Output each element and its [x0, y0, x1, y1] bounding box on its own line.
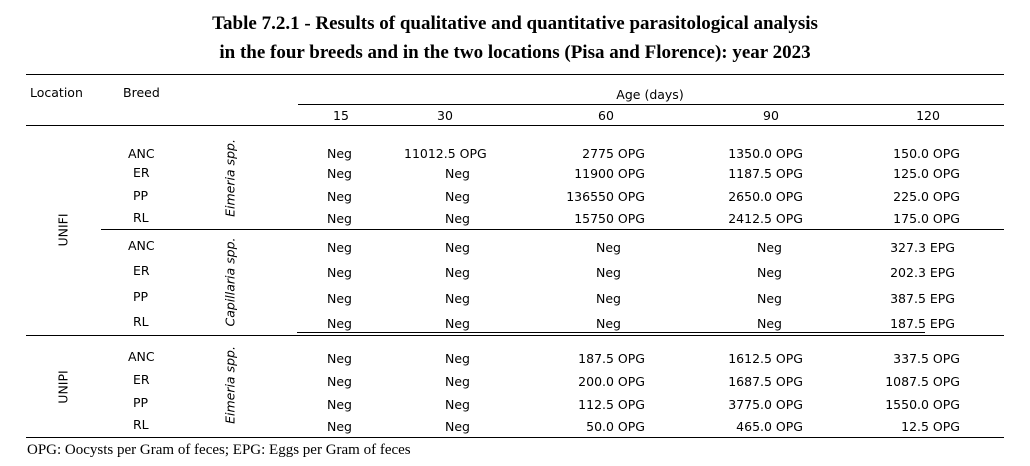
- table-cell: Neg: [327, 146, 352, 161]
- table-cell: Neg: [327, 397, 352, 412]
- table-cell: Neg: [327, 265, 352, 280]
- parasite-label-eimeria: Eimeria spp.: [222, 346, 238, 424]
- table-cell: Neg: [327, 419, 352, 434]
- table-cell: Neg: [327, 211, 352, 226]
- table-cell: 387.5 EPG: [890, 291, 955, 306]
- table-cell: Neg: [445, 374, 470, 389]
- table-cell: 15750 OPG: [574, 211, 645, 226]
- table-cell: Neg: [327, 316, 352, 331]
- table-row-breed: PP: [133, 188, 149, 203]
- parasite-label-capillaria: Capillaria spp.: [222, 237, 238, 327]
- bottom-rule: [26, 437, 1004, 438]
- table-cell: Neg: [757, 240, 782, 255]
- table-cell: 1612.5 OPG: [728, 351, 803, 366]
- table-row-breed: ER: [133, 372, 150, 387]
- table-row-breed: ANC: [128, 146, 155, 161]
- table-cell: 112.5 OPG: [578, 397, 645, 412]
- table-cell: 337.5 OPG: [893, 351, 960, 366]
- table-cell: 11900 OPG: [574, 166, 645, 181]
- table-cell: Neg: [327, 351, 352, 366]
- table-cell: 202.3 EPG: [890, 265, 955, 280]
- location-label-unipi: UNIPI: [55, 370, 71, 404]
- header-location: Location: [30, 85, 83, 100]
- table-cell: 465.0 OPG: [736, 419, 803, 434]
- table-cell: Neg: [327, 291, 352, 306]
- table-row-breed: PP: [133, 395, 149, 410]
- table-row-breed: RL: [133, 417, 149, 432]
- table-cell: 175.0 OPG: [893, 211, 960, 226]
- location-rule: [26, 335, 1004, 336]
- table-row-breed: ANC: [128, 349, 155, 364]
- table-cell: Neg: [327, 240, 352, 255]
- table-cell: 327.3 EPG: [890, 240, 955, 255]
- table-cell: 1687.5 OPG: [728, 374, 803, 389]
- table-cell: 2650.0 OPG: [728, 189, 803, 204]
- table-cell: 225.0 OPG: [893, 189, 960, 204]
- capillaria-end-rule: [297, 332, 925, 333]
- table-row-breed: PP: [133, 289, 149, 304]
- table-cell: Neg: [596, 291, 621, 306]
- age-15: 15: [333, 108, 349, 123]
- table-cell: Neg: [445, 291, 470, 306]
- table-cell: Neg: [445, 240, 470, 255]
- table-cell: Neg: [327, 374, 352, 389]
- table-cell: 12.5 OPG: [901, 419, 960, 434]
- table-footnote: OPG: Oocysts per Gram of feces; EPG: Eggs per Gram of feces: [27, 442, 411, 458]
- header-age: Age (days): [616, 87, 684, 102]
- table-cell: Neg: [445, 189, 470, 204]
- table-cell: 1187.5 OPG: [728, 166, 803, 181]
- table-cell: 11012.5 OPG: [404, 146, 487, 161]
- table-cell: Neg: [757, 291, 782, 306]
- age-90: 90: [763, 108, 779, 123]
- table-cell: Neg: [445, 211, 470, 226]
- table-cell: Neg: [596, 265, 621, 280]
- table-row-breed: ER: [133, 165, 150, 180]
- table-cell: Neg: [327, 189, 352, 204]
- age-120: 120: [916, 108, 940, 123]
- table-title-line-2: in the four breeds and in the two locations (Pisa and Florence): year 2023: [219, 42, 811, 63]
- table-cell: 136550 OPG: [566, 189, 645, 204]
- table-cell: Neg: [445, 316, 470, 331]
- table-cell: 187.5 OPG: [578, 351, 645, 366]
- parasite-label-eimeria: Eimeria spp.: [222, 139, 238, 217]
- table-cell: Neg: [327, 166, 352, 181]
- table-cell: 200.0 OPG: [578, 374, 645, 389]
- table-cell: Neg: [445, 265, 470, 280]
- table-row-breed: RL: [133, 314, 149, 329]
- top-rule: [26, 74, 1004, 75]
- table-cell: 125.0 OPG: [893, 166, 960, 181]
- table-cell: Neg: [445, 397, 470, 412]
- header-breed: Breed: [123, 85, 160, 100]
- table-cell: 2412.5 OPG: [728, 211, 803, 226]
- table-title-line-1: Table 7.2.1 - Results of qualitative and quantitative parasitological analysis: [212, 13, 818, 34]
- table-cell: 150.0 OPG: [893, 146, 960, 161]
- table-cell: 1550.0 OPG: [885, 397, 960, 412]
- table-cell: 1087.5 OPG: [885, 374, 960, 389]
- table-cell: Neg: [445, 166, 470, 181]
- table-row-breed: ER: [133, 263, 150, 278]
- table-cell: 2775 OPG: [582, 146, 645, 161]
- table-row-breed: ANC: [128, 238, 155, 253]
- age-30: 30: [437, 108, 453, 123]
- table-cell: Neg: [445, 351, 470, 366]
- table-cell: Neg: [757, 316, 782, 331]
- table-cell: 3775.0 OPG: [728, 397, 803, 412]
- header-rule: [26, 125, 1004, 126]
- group-rule: [101, 229, 1004, 230]
- table-row-breed: RL: [133, 210, 149, 225]
- table-cell: Neg: [445, 419, 470, 434]
- age-rule: [298, 104, 1004, 105]
- table-cell: Neg: [596, 316, 621, 331]
- location-label-unifi: UNIFI: [55, 213, 71, 247]
- table-cell: 1350.0 OPG: [728, 146, 803, 161]
- table-cell: Neg: [757, 265, 782, 280]
- table-cell: 50.0 OPG: [586, 419, 645, 434]
- table-cell: Neg: [596, 240, 621, 255]
- table-cell: 187.5 EPG: [890, 316, 955, 331]
- age-60: 60: [598, 108, 614, 123]
